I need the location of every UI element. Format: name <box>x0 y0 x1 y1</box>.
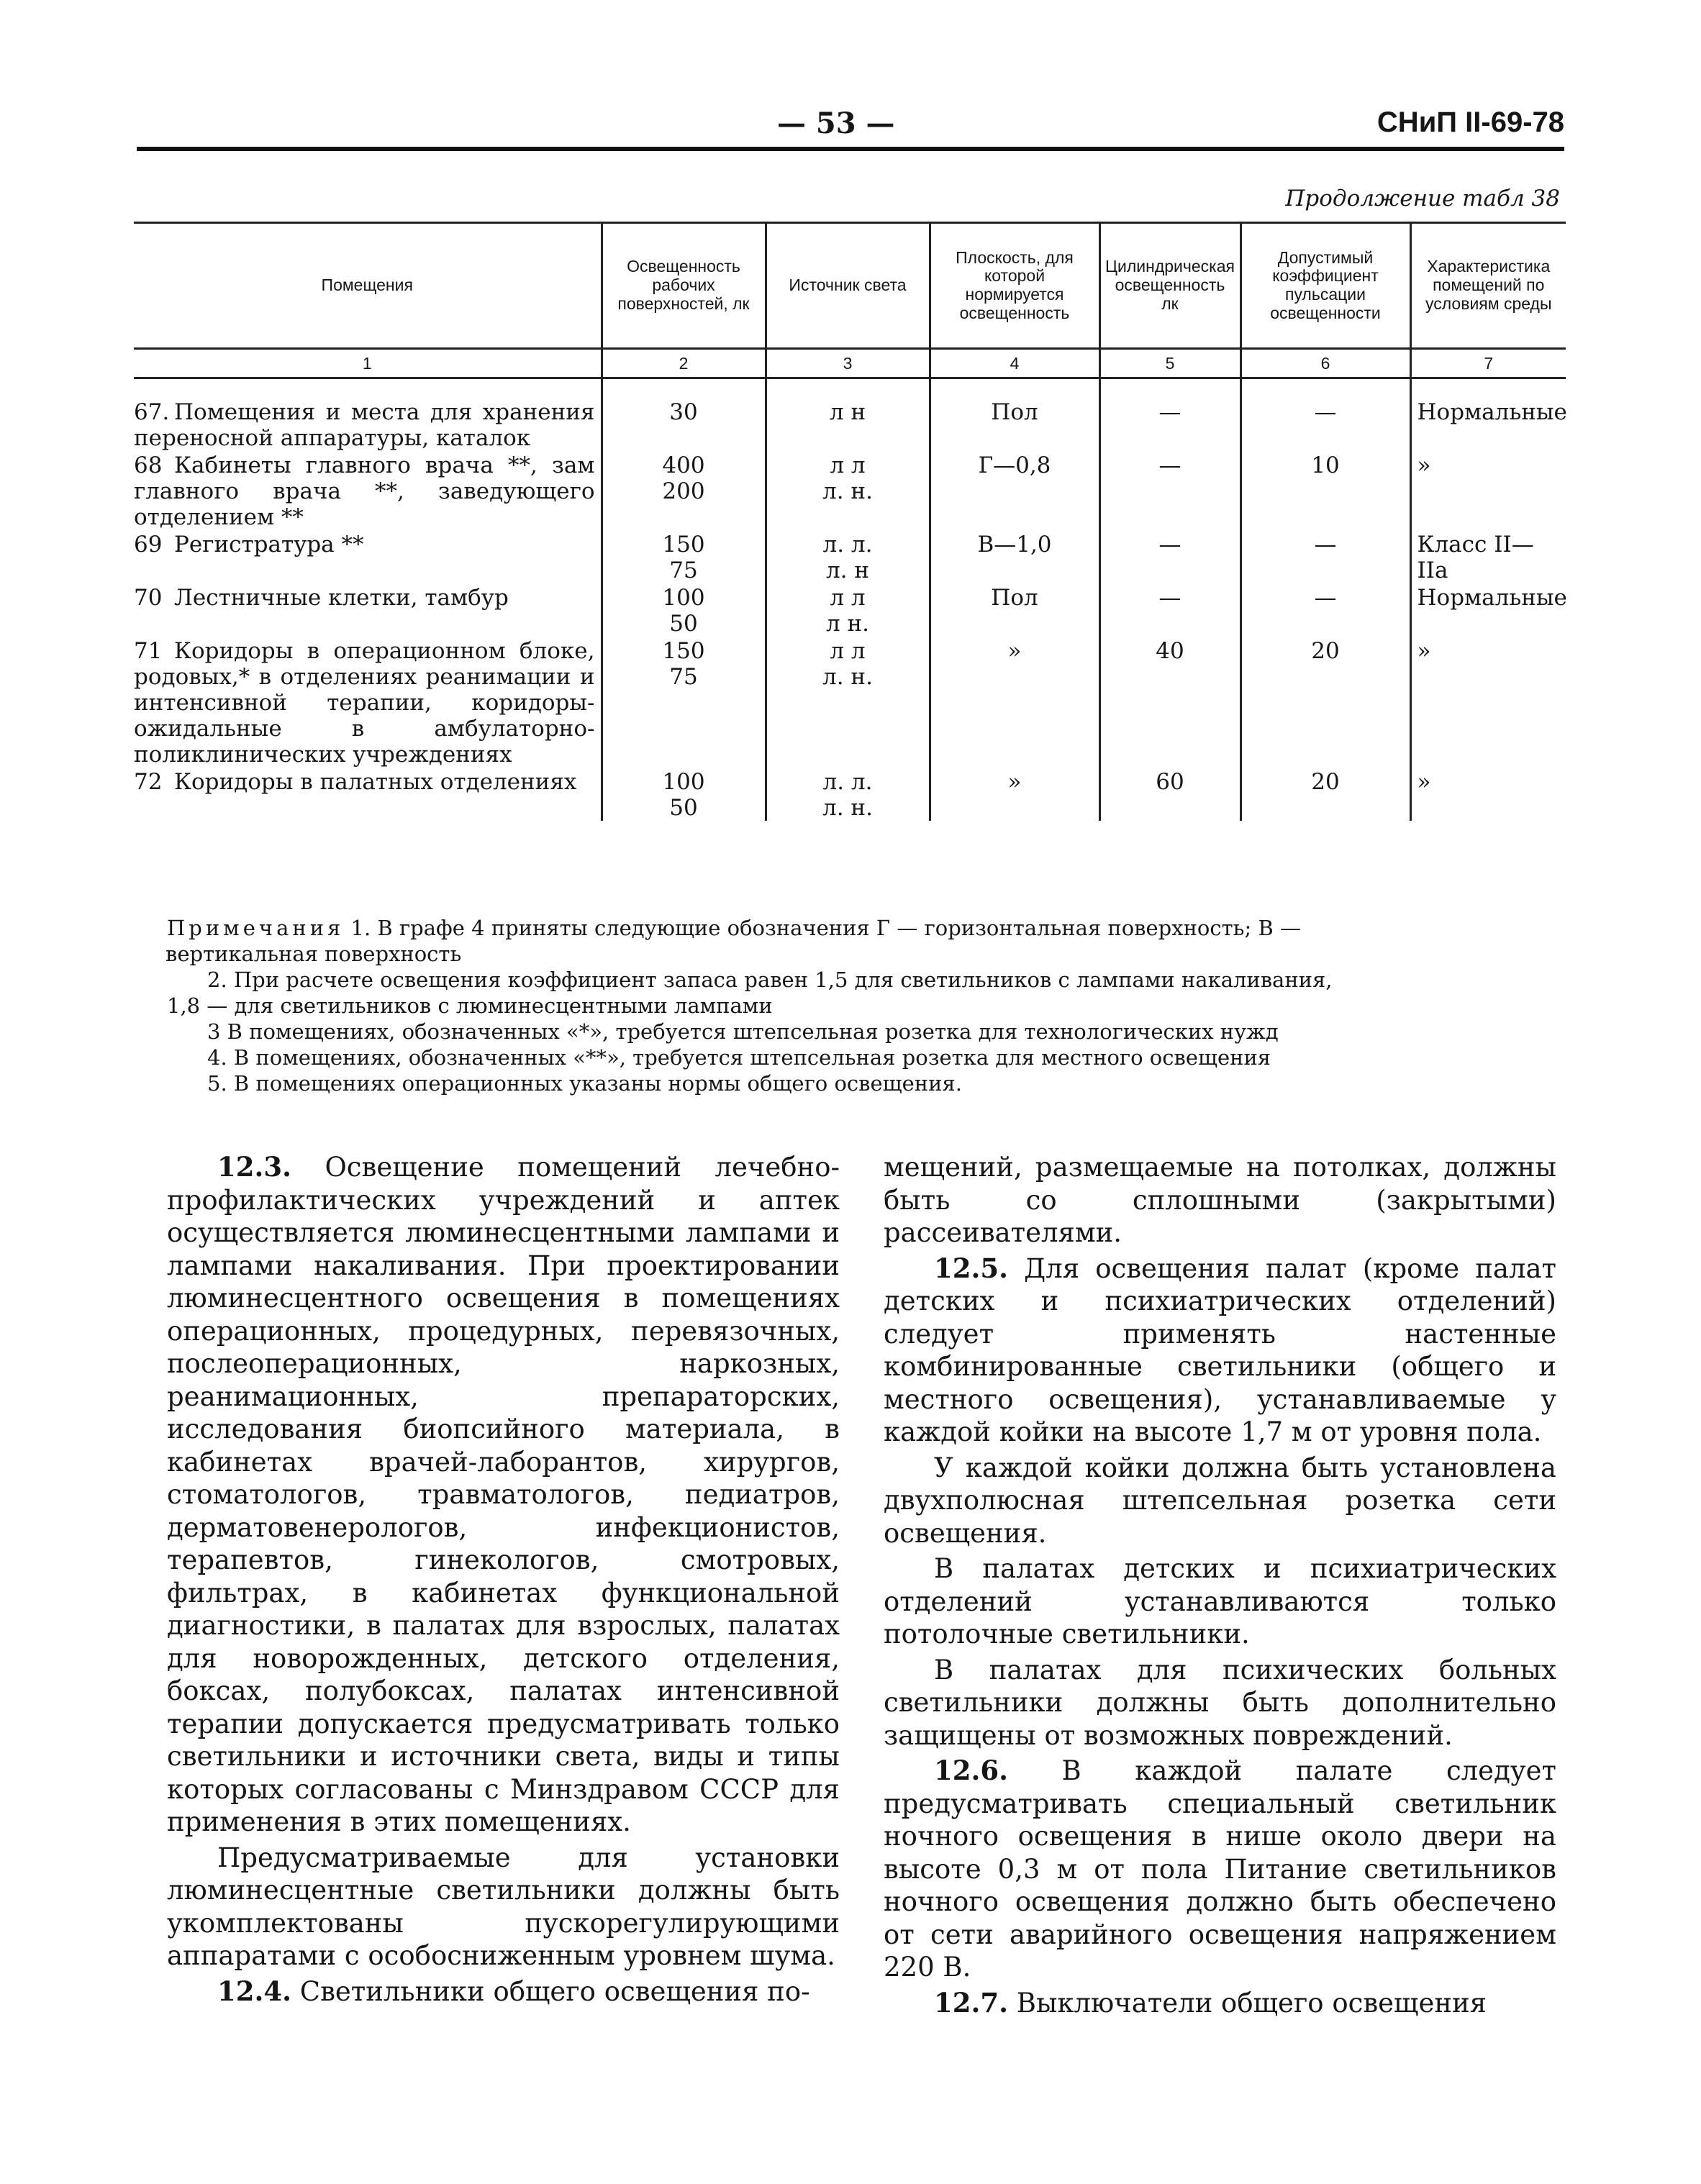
room-cell <box>134 768 602 821</box>
puls-cell: — <box>1240 583 1410 637</box>
source-cell: л л л. н. <box>766 451 930 530</box>
puls-cell: 20 <box>1240 768 1410 821</box>
room-cell <box>134 583 602 637</box>
clause-number: 12.5. <box>934 1252 1008 1284</box>
column-number: 6 <box>1240 349 1410 378</box>
table-row <box>134 583 1566 637</box>
room-name: Коридоры в палатных отделениях <box>174 769 577 795</box>
source-cell: л л л. н. <box>766 637 930 768</box>
cyl-cell: — <box>1099 583 1240 637</box>
column-header: Помещения <box>134 223 602 349</box>
note-5: 5. В помещениях операционных указаны нормы общего освещения. <box>207 1071 962 1096</box>
column-number: 3 <box>766 349 930 378</box>
table-continuation-caption: Продолжение табл 38 <box>1285 186 1560 211</box>
paragraph-12-4: 12.4. Светильники общего освещения по- <box>217 1975 810 2007</box>
room-name: Коридоры в операционном блоке, родовых,* в отделениях реанимации и интенсивной терапии, коридоры-ожидальные в амбулаторно-поликлинических учреждениях <box>134 638 595 768</box>
plane-cell: В—1,0 <box>930 530 1099 583</box>
column-header: Цилиндрическая освещенность лк <box>1099 223 1240 349</box>
table-row <box>134 398 1566 451</box>
source-cell: л. л. л. н <box>766 530 930 583</box>
cyl-cell: 60 <box>1099 768 1240 821</box>
paragraph-12-6: 12.6. В каждой палате следует предусматривать специальный светильник ночного освещения в нише около двери на высоте 0,3 м от пола Питание светильников ночного освещения должно быть обеспечено от сети аварийного освещения напряжением 220 В. <box>884 1755 1556 1983</box>
room-name: Регистратура ** <box>174 532 364 558</box>
paragraph: В палатах для психических больных светильники должны быть дополнительно защищены от возможных повреждений. <box>884 1654 1556 1751</box>
note-4: 4. В помещениях, обозначенных «**», требуется штепсельная розетка для местного освещения <box>207 1045 1271 1070</box>
env-cell: Нормальные <box>1410 398 1566 451</box>
note-2: 2. При расчете освещения коэффициент запаса равен 1,5 для светильников с лампами накаливания, <box>207 968 1333 992</box>
room-name: Лестничные клетки, тамбур <box>174 585 509 611</box>
lux-cell: 100 50 <box>602 768 766 821</box>
cyl-cell: — <box>1099 451 1240 530</box>
row-number: 69 <box>134 532 163 558</box>
row-number: 68 <box>134 452 163 478</box>
env-cell: Класс II—IIa <box>1410 530 1566 583</box>
paragraph: В палатах детских и психиатрических отделений устанавливаются только потолочные светильники. <box>884 1553 1556 1650</box>
table-body <box>134 378 1566 822</box>
column-number: 5 <box>1099 349 1240 378</box>
row-number: 67. <box>134 399 170 425</box>
column-number-row <box>134 349 1566 378</box>
plane-cell: Пол <box>930 583 1099 637</box>
room-cell <box>134 451 602 530</box>
column-header: Освещенность рабочих поверхностей, лк <box>602 223 766 349</box>
room-cell <box>134 530 602 583</box>
lux-cell: 100 50 <box>602 583 766 637</box>
column-header: Характеристика помещений по условиям среды <box>1410 223 1566 349</box>
paragraph: мещений, размещаемые на потолках, должны быть со сплошными (закрытыми) рассеивателями. <box>884 1152 1556 1248</box>
env-cell: » <box>1410 768 1566 821</box>
note-1: 1. В графе 4 приняты следующие обозначения Г — горизонтальная поверхность; В — <box>350 916 1301 940</box>
text-column-right <box>884 1151 1556 2022</box>
room-name: Кабинеты главного врача **, зам главного врача **, заведующего отделением ** <box>134 452 595 530</box>
note-2-cont: 1,8 — для светильников с люминесцентными лампами <box>167 993 773 1018</box>
lux-cell: 400 200 <box>602 451 766 530</box>
header-rule <box>137 147 1564 151</box>
clause-number: 12.3. <box>217 1151 291 1183</box>
lux-cell: 30 <box>602 398 766 451</box>
notes-lead: Примечания <box>167 916 345 940</box>
table-row <box>134 451 1566 530</box>
puls-cell: — <box>1240 530 1410 583</box>
lighting-norms-table <box>134 222 1566 821</box>
row-number: 70 <box>134 585 163 611</box>
lux-cell: 150 75 <box>602 637 766 768</box>
note-1-cont: вертикальная поверхность <box>165 942 462 966</box>
table-notes <box>167 915 1563 1096</box>
paragraph: У каждой койки должна быть установлена двухполюсная штепсельная розетка сети освещения. <box>884 1452 1556 1549</box>
puls-cell: 20 <box>1240 637 1410 768</box>
paragraph-12-7: 12.7. Выключатели общего освещения <box>934 1986 1487 2019</box>
row-number: 71 <box>134 638 163 664</box>
table-row <box>134 768 1566 821</box>
row-number: 72 <box>134 769 163 795</box>
clause-number: 12.7. <box>934 1986 1008 2019</box>
clause-number: 12.4. <box>217 1975 291 2007</box>
paragraph-12-5: 12.5. Для освещения палат (кроме палат детских и психиатрических отделений) следует применять настенные комбинированные светильники (общего и местного освещения), устанавливаемые у каждой койки на высоте 1,7 м от уровня пола. <box>884 1252 1556 1447</box>
column-header: Плоскость, для которой нормируется освещенность <box>930 223 1099 349</box>
note-3: 3 В помещениях, обозначенных «*», требуется штепсельная розетка для технологических нужд <box>207 1019 1279 1044</box>
cyl-cell: — <box>1099 398 1240 451</box>
cyl-cell: — <box>1099 530 1240 583</box>
table-header-row <box>134 223 1566 349</box>
paragraph-12-3: 12.3. Освещение помещений лечебно-профилактических учреждений и аптек осуществляется люминесцентными лампами и лампами накаливания. При проектировании люминесцентного освещения в помещениях операционных, процедурных, перевязочных, послеоперационных, наркозных, реанимационных, препараторских, исследования биопсийного материала, в кабинетах врачей-лаборантов, хирургов, стоматологов, травматологов, педиатров, дерматовенерологов, инфекционистов, терапевтов, гинекологов, смотровых, фильтрах, в кабинетах функциональной диагностики, в палатах для взрослых, палатах для новорожденных, детского отделения, боксах, полубоксах, палатах интенсивной терапии допускается предусматривать только светильники и источники света, виды и типы которых согласованы с Минздравом СССР для применения в этих помещениях. <box>167 1151 840 1837</box>
lux-cell: 150 75 <box>602 530 766 583</box>
clause-number: 12.6. <box>934 1755 1008 1786</box>
source-cell: л. л. л. н. <box>766 768 930 821</box>
paragraph: Предусматриваемые для установки люминесцентные светильники должны быть укомплектованы пускорегулирующими аппаратами с особосниженным уровнем шума. <box>167 1842 840 1971</box>
text-column-left <box>167 1151 840 2011</box>
plane-cell: Пол <box>930 398 1099 451</box>
column-number: 7 <box>1410 349 1566 378</box>
table-row <box>134 530 1566 583</box>
room-name: Помещения и места для хранения переносной аппаратуры, каталок <box>134 399 595 451</box>
source-cell: л л л н. <box>766 583 930 637</box>
column-header: Источник света <box>766 223 930 349</box>
cyl-cell: 40 <box>1099 637 1240 768</box>
room-cell <box>134 637 602 768</box>
plane-cell: » <box>930 637 1099 768</box>
table-row <box>134 637 1566 768</box>
env-cell: » <box>1410 451 1566 530</box>
page-number: — 53 — <box>777 106 895 140</box>
env-cell: » <box>1410 637 1566 768</box>
plane-cell: Г—0,8 <box>930 451 1099 530</box>
column-number: 4 <box>930 349 1099 378</box>
column-number: 1 <box>134 349 602 378</box>
puls-cell: — <box>1240 398 1410 451</box>
plane-cell: » <box>930 768 1099 821</box>
room-cell <box>134 398 602 451</box>
env-cell: Нормальные <box>1410 583 1566 637</box>
source-cell: л н <box>766 398 930 451</box>
puls-cell: 10 <box>1240 451 1410 530</box>
document-code: СНиП II-69-78 <box>1376 106 1564 138</box>
column-number: 2 <box>602 349 766 378</box>
column-header: Допустимый коэффициент пульсации освещенности <box>1240 223 1410 349</box>
